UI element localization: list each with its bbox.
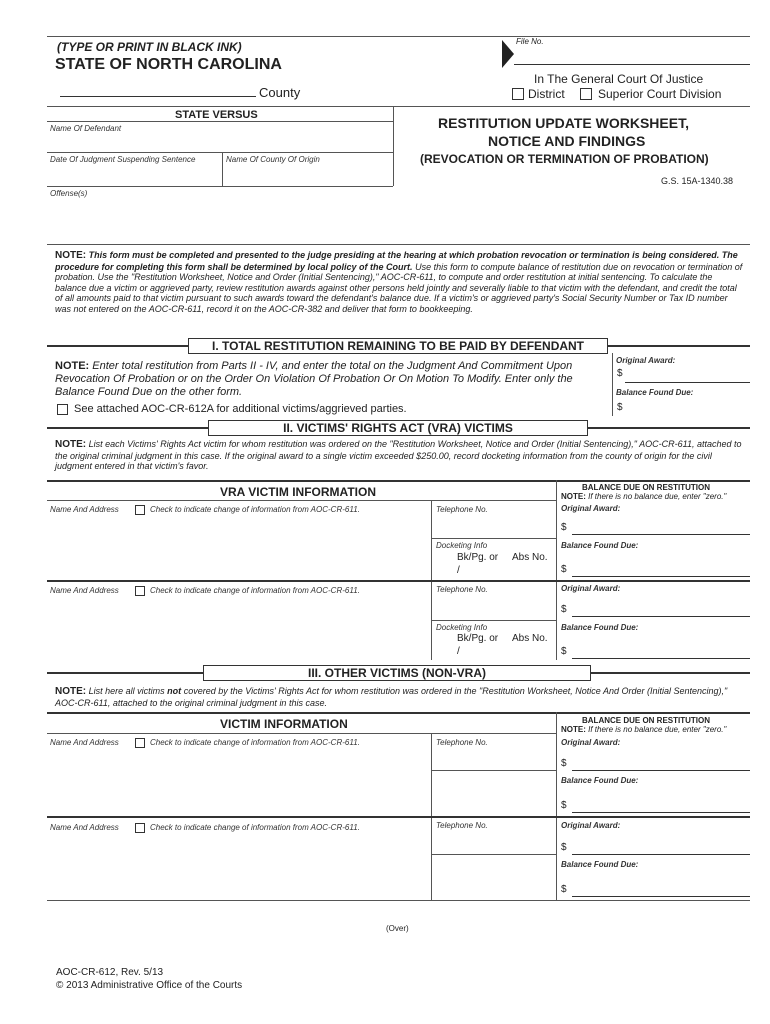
vra1-original-award-field[interactable] [572, 534, 750, 535]
county-label: County [259, 85, 301, 100]
form-title-line3: (REVOCATION OR TERMINATION OF PROBATION) [420, 152, 709, 166]
copyright: © 2013 Administrative Office of the Courts [56, 980, 243, 991]
vra2-original-award-field[interactable] [572, 616, 750, 617]
form-title-line2: NOTICE AND FINDINGS [488, 133, 646, 149]
vra1-absno-label: Abs No. [512, 552, 548, 563]
ink-note: (TYPE OR PRINT IN BLACK INK) [57, 40, 242, 54]
section1-balance-dollar: $ [617, 402, 623, 413]
vra1-name-label: Name And Address [50, 505, 119, 514]
vra-info-line [47, 500, 556, 501]
victim2-change-checkbox[interactable] [135, 823, 145, 833]
see-attached-label: See attached AOC-CR-612A for additional victims/aggrieved parties. [74, 403, 407, 415]
form-number: AOC-CR-612, Rev. 5/13 [56, 967, 164, 978]
over-label: (Over) [386, 924, 409, 933]
victim1-telephone-label: Telephone No. [436, 738, 488, 747]
vra2-telephone-label: Telephone No. [436, 585, 488, 594]
defendant-label: Name Of Defendant [50, 124, 122, 133]
victim1-tel-line [431, 770, 556, 771]
vra2-original-award-label: Original Award: [561, 584, 621, 593]
vra1-balance-dollar: $ [561, 564, 567, 575]
vra1-tel-divider [431, 500, 432, 580]
vra2-tel-divider [431, 582, 432, 660]
victim1-balance-dollar: $ [561, 800, 567, 811]
vra1-change-checkbox[interactable] [135, 505, 145, 515]
vra2-slash: / [457, 646, 460, 657]
form-title-line1: RESTITUTION UPDATE WORKSHEET, [438, 115, 689, 131]
vra2-tel-line [431, 620, 556, 621]
section3-header: III. OTHER VICTIMS (NON-VRA) [203, 665, 591, 681]
victim2-tel-divider [431, 818, 432, 900]
victim1-tel-divider [431, 733, 432, 816]
vra-balance-header: BALANCE DUE ON RESTITUTION [582, 483, 710, 492]
intro-note: NOTE: This form must be completed and presented to the judge presiding at the hearing at which probation revocation or termination is being considered. The procedure for completing this form shall be determined by local policy of the Court. Use this form to compute balance of restitution due on revocation or termination of probation. Use the "Restitution Worksheet, Notice and Order (Initial Sentencing)," AOC-CR-611, to compute and order restitution at initial sentencing. To calculate the balance due a victim or aggrieved party, review restitution awards against other persons held jointly and severally liable to that victim with the defendant, and credit the total of all amounts paid to that victim pursuant to such awards toward the defendant's balance due. If a victim's or aggrieved party's Social Security Number or Tax ID number was not entered on the AOC-CR-611, record it on the AOC-CR-382 and deliver that form to bookkeeping. [55, 250, 743, 314]
file-arrow-icon [502, 40, 514, 68]
victim1-balance-field[interactable] [572, 812, 750, 813]
caption-top-line [47, 106, 750, 107]
vra2-balance-dollar: $ [561, 646, 567, 657]
vra2-change-label: Check to indicate change of information from AOC-CR-611. [150, 586, 360, 595]
victim2-name-label: Name And Address [50, 823, 119, 832]
section2-header: II. VICTIMS' RIGHTS ACT (VRA) VICTIMS [208, 420, 588, 436]
vra2-name-label: Name And Address [50, 586, 119, 595]
victim1-change-label: Check to indicate change of information from AOC-CR-611. [150, 738, 360, 747]
superior-label: Superior Court Division [598, 87, 722, 101]
county-field[interactable] [60, 96, 256, 97]
vra2-absno-label: Abs No. [512, 633, 548, 644]
county-origin-label: Name Of County Of Origin [226, 155, 320, 164]
district-label: District [528, 87, 565, 101]
vra1-docketing-label: Docketing Info [436, 541, 488, 550]
victim2-telephone-label: Telephone No. [436, 821, 488, 830]
victim2-balance-dollar: $ [561, 884, 567, 895]
victim2-original-dollar: $ [561, 842, 567, 853]
victim2-tel-line [431, 854, 556, 855]
section1-divider [612, 353, 613, 416]
vra1-change-label: Check to indicate change of information from AOC-CR-611. [150, 505, 360, 514]
vra2-bkpg-label: Bk/Pg. or [457, 633, 499, 644]
section1-balance-label: Balance Found Due: [616, 388, 694, 397]
vra1-balance-field[interactable] [572, 576, 750, 577]
victim1-name-label: Name And Address [50, 738, 119, 747]
district-checkbox[interactable] [512, 88, 524, 100]
vra1-telephone-label: Telephone No. [436, 505, 488, 514]
vra2-docketing-label: Docketing Info [436, 623, 488, 632]
statute: G.S. 15A-1340.38 [661, 176, 734, 186]
caption-divider-2 [222, 152, 223, 186]
vra1-original-dollar: $ [561, 522, 567, 533]
victim-balance-note: NOTE: If there is no balance due, enter "zero." [561, 725, 727, 734]
victim1-original-dollar: $ [561, 758, 567, 769]
see-attached-checkbox[interactable] [57, 404, 68, 415]
vra1-slash: / [457, 565, 460, 576]
victim1-balance-label: Balance Found Due: [561, 776, 639, 785]
vra2-balance-field[interactable] [572, 658, 750, 659]
vra1-bkpg-label: Bk/Pg. or [457, 552, 499, 563]
vra1-tel-line [431, 538, 556, 539]
vra1-balance-label: Balance Found Due: [561, 541, 639, 550]
state-title: STATE OF NORTH CAROLINA [55, 56, 282, 73]
file-no-label: File No. [516, 37, 544, 46]
vra-balance-divider [556, 480, 557, 660]
caption-line-3 [47, 186, 393, 187]
top-border [47, 36, 750, 37]
vra-separator [47, 580, 750, 582]
intro-top-line [47, 244, 750, 245]
victim-info-line [47, 733, 556, 734]
victim-separator [47, 816, 750, 818]
section1-note: NOTE: Enter total restitution from Parts II - IV, and enter the total on the Judgment And Commitment Upon Revocation Of Probation or on the Order On Violation Of Probation Or On Motion To Modify. Enter only the Balance Found Due on the other form. [55, 360, 573, 398]
state-versus: STATE VERSUS [175, 109, 258, 121]
court-label: In The General Court Of Justice [534, 72, 704, 86]
offenses-label: Offense(s) [50, 189, 88, 198]
caption-line-2 [47, 152, 393, 153]
vra2-change-checkbox[interactable] [135, 586, 145, 596]
victim-table-top [47, 712, 750, 714]
table-bottom [47, 900, 750, 901]
caption-divider [393, 106, 394, 186]
section1-header: I. TOTAL RESTITUTION REMAINING TO BE PAID BY DEFENDANT [188, 338, 608, 354]
section1-original-dollar: $ [617, 368, 623, 379]
section2-note: NOTE: List each Victims' Rights Act victim for whom restitution was ordered on the "Restitution Worksheet, Notice and Order (Initial Sentencing)," AOC-CR-611, attached to the original criminal judgment in this case. If the original award to a single victim exceeded $250.00, record docketing information from the county of origin for the civil judgment entered in that victim's favor. [55, 439, 742, 471]
vra2-original-dollar: $ [561, 604, 567, 615]
victim-balance-header: BALANCE DUE ON RESTITUTION [582, 716, 710, 725]
vra-info-header: VRA VICTIM INFORMATION [220, 485, 376, 499]
date-judgment-label: Date Of Judgment Suspending Sentence [50, 155, 196, 164]
victim1-original-award-label: Original Award: [561, 738, 621, 747]
victim-balance-divider [556, 712, 557, 900]
victim1-change-checkbox[interactable] [135, 738, 145, 748]
vra2-balance-label: Balance Found Due: [561, 623, 639, 632]
file-no-field[interactable] [514, 64, 750, 65]
section3-note: NOTE: List here all victims not covered by the Victims' Rights Act for whom restitution was ordered in the "Restitution Worksheet, Notice And Order (Initial Sentencing)," AOC-CR-611, attached to the original criminal judgment in this case. [55, 686, 728, 708]
victim-info-header: VICTIM INFORMATION [220, 717, 348, 731]
victim2-balance-field[interactable] [572, 896, 750, 897]
vra-table-top [47, 480, 750, 482]
victim2-change-label: Check to indicate change of information from AOC-CR-611. [150, 823, 360, 832]
section1-original-award-field[interactable] [625, 382, 750, 383]
superior-checkbox[interactable] [580, 88, 592, 100]
victim2-balance-label: Balance Found Due: [561, 860, 639, 869]
vra-balance-note: NOTE: If there is no balance due, enter "zero." [561, 492, 727, 501]
victim2-original-award-field[interactable] [572, 854, 750, 855]
victim1-original-award-field[interactable] [572, 770, 750, 771]
section1-original-award-label: Original Award: [616, 356, 676, 365]
defendant-line [47, 121, 393, 122]
victim2-original-award-label: Original Award: [561, 821, 621, 830]
vra1-original-award-label: Original Award: [561, 504, 621, 513]
